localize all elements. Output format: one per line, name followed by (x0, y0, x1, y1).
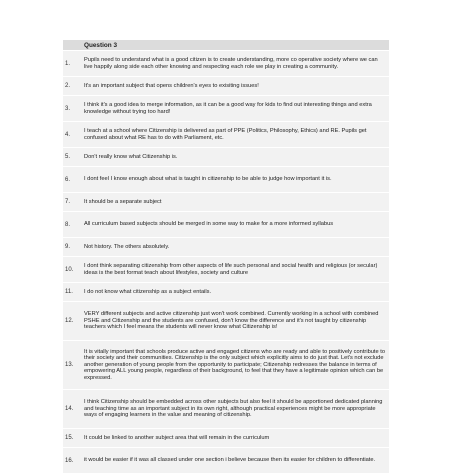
response-text: It should be a separate subject (82, 193, 389, 212)
row-number: 11. (63, 283, 82, 302)
response-text: I do not know what citizenship as a subject entails. (82, 283, 389, 302)
table-row (63, 257, 389, 283)
table-row (63, 77, 389, 96)
response-text: Don't really know what Citizenship is. (82, 148, 389, 167)
row-number: 7. (63, 193, 82, 212)
response-text: I dont feel I know enough about what is taught in citizenship to be able to judge how important it is. (82, 167, 389, 193)
response-text: Pupils need to understand what is a good citizen is to create understanding, more co operative society where we can live happily along side each other knowing and respecting each role we play in creating a community. (82, 51, 389, 77)
table-row (63, 283, 389, 302)
number-column-header (63, 40, 82, 51)
response-text: I think Citizenship should be embedded across other subjects but also feel it should be apportioned dedicated planning and teaching time as an important subject in its own right, although practical experiences might be more appropriate ways of engaging learners in the value and meaning of citizenship. (82, 390, 389, 429)
response-text: I dont think separating citizenship from other aspects of life such personal and social health and religious (or secular) ideas is the best format teach about lifestyles, society and culture (82, 257, 389, 283)
row-number: 5. (63, 148, 82, 167)
row-number: 14. (63, 390, 82, 429)
responses-table (63, 40, 389, 474)
table-row (63, 51, 389, 77)
response-text: Not history. The others absolutely. (82, 238, 389, 257)
table-row (63, 390, 389, 429)
row-number: 1. (63, 51, 82, 77)
table-row (63, 341, 389, 390)
row-number: 4. (63, 122, 82, 148)
table-row (63, 148, 389, 167)
table-row (63, 122, 389, 148)
response-text: I think it's a good idea to merge information, as it can be a good way for kids to find out interesting things and extra knowledge without trying too hard! (82, 96, 389, 122)
table-row (63, 429, 389, 448)
response-text: it would be easier if it was all classed under one section i believe because then its easier for children to differentiate. (82, 448, 389, 474)
table-row (63, 167, 389, 193)
row-number: 3. (63, 96, 82, 122)
header-row (63, 40, 389, 51)
response-text: It's an important subject that opens children's eyes to exisiting issues! (82, 77, 389, 96)
row-number: 12. (63, 302, 82, 341)
row-number: 16. (63, 448, 82, 474)
response-text: It is vitally important that schools produce active and engaged citizens who are ready and able to positively contribute to their society and their communities. Citizenship is the only subject which explicitly aims to do just that. Let's not exclude another generation of young people from the opportunity to participate; Citizenship redresses the balance in terms of empowering ALL young people, regardless of their background, to feel that they have a legitimate opinion which can be expressed. (82, 341, 389, 390)
table-row (63, 302, 389, 341)
question-title: Question 3 (82, 40, 389, 51)
row-number: 2. (63, 77, 82, 96)
table-row (63, 238, 389, 257)
table-row (63, 212, 389, 238)
response-text: All curriculum based subjects should be merged in some way to make for a more informed syllabus (82, 212, 389, 238)
response-text: I teach at a school where Citizenship is delivered as part of PPE (Politics, Philosophy, Ethics) and RE. Pupils get confused about what RE has to do with Parliament, etc. (82, 122, 389, 148)
response-text: It could be linked to another subject area that will remain in the curriculum (82, 429, 389, 448)
survey-page (63, 40, 389, 474)
row-number: 13. (63, 341, 82, 390)
row-number: 15. (63, 429, 82, 448)
table-row (63, 96, 389, 122)
row-number: 9. (63, 238, 82, 257)
row-number: 8. (63, 212, 82, 238)
response-text: VERY different subjects and active citizenship just won't work combined. Currently working in a school with combined PSHE and Citizenship and the students are confused, don't know the difference and it's not taught by citizenship teachers which I feel means the students will never know what Citizenship is! (82, 302, 389, 341)
row-number: 10. (63, 257, 82, 283)
row-number: 6. (63, 167, 82, 193)
table-row (63, 448, 389, 474)
table-row (63, 193, 389, 212)
